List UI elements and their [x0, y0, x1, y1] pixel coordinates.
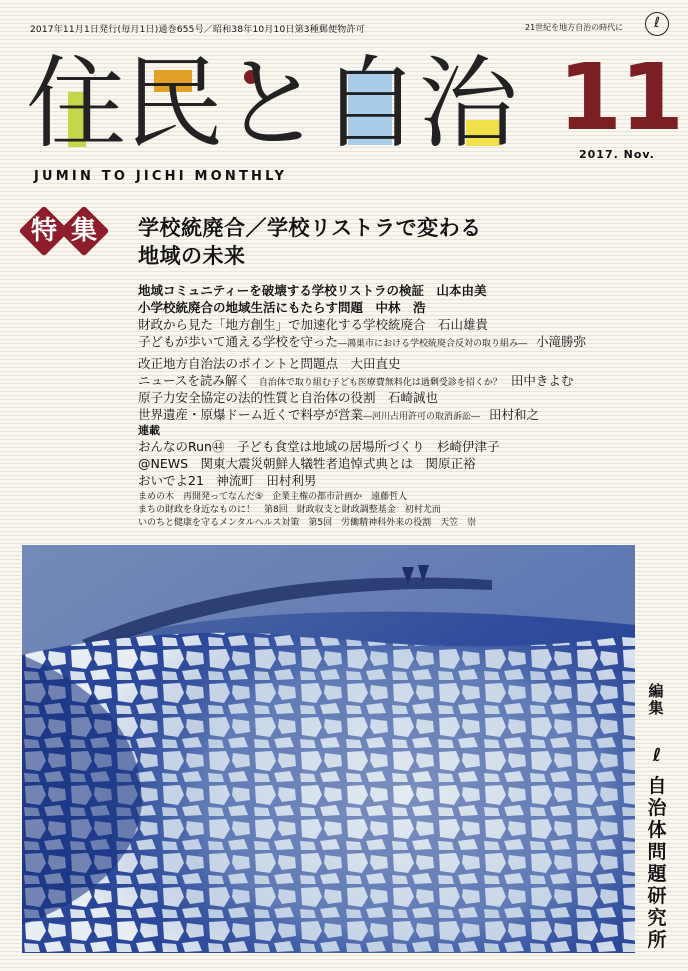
masthead-char-3: と — [222, 45, 322, 162]
masthead-roman: JUMIN TO JICHI MONTHLY — [34, 169, 288, 184]
feature-item: 子どもが歩いて通える学校を守った―鴻巣市における学校統廃合反対の取り組み― 小滝勝弥 — [138, 334, 587, 349]
masthead-char-1: 住 — [26, 45, 126, 162]
issue-date: 2017. Nov. — [579, 148, 655, 161]
serial-heading: 連載 — [138, 424, 160, 437]
publisher-mark: ℓ — [652, 745, 662, 766]
editor-label: 編集 — [648, 682, 664, 717]
feature-badge-char: 特 — [19, 206, 70, 257]
article-item: 原子力安全協定の法的性質と自治体の役割 石崎誠也 — [138, 390, 439, 405]
serial-item: いのちと健康を守るメンタルヘルス対策 第5回 労働精神科外来の役割 天笠 崇 — [138, 518, 477, 528]
serial-item: @NEWS 関東大震災朝鮮人犠牲者追悼式典とは 関原正裕 — [138, 456, 476, 471]
serial-item: おんなのRun㊹ 子ども食堂は地域の居場所づくり 杉崎伊津子 — [138, 439, 500, 454]
serial-item: まちの財政を身近なものに！ 第8回 財政収支と財政調整基金 初村尤而 — [138, 505, 441, 515]
publication-info: 2017年11月1日発行(毎月1日)通巻655号／昭和38年10月10日第3種郵便物許可 — [30, 25, 365, 35]
cover-photo — [22, 545, 635, 953]
issue-number: 11 — [558, 44, 683, 151]
masthead-char-2: 民 — [124, 45, 224, 162]
feature-item: 財政から見た「地方創生」で加速化する学校統廃合 石山雄貴 — [138, 317, 489, 332]
feature-item: 小学校統廃合の地域生活にもたらす問題 中林 浩 — [138, 300, 426, 315]
serial-item: まめの木 再開発ってなんだ⑤ 企業主権の都市計画か 遠藤哲人 — [138, 492, 408, 502]
publisher-institute — [646, 745, 668, 951]
article-item: ニュースを読み解く 自治体で取り組む子ども医療費無料化は過剰受診を招くか？ 田中きよむ — [138, 373, 574, 388]
feature-title-line: 地域の未来 — [138, 244, 246, 268]
feature-item: 地域コミュニティーを破壊する学校リストラの検証 山本由美 — [138, 283, 487, 298]
feature-badge — [26, 213, 102, 249]
feature-title-line: 学校統廃合／学校リストラで変わる — [138, 216, 482, 240]
masthead-char-5: 治 — [418, 45, 518, 162]
publisher-name: 自治体問題研究所 — [647, 775, 667, 951]
serial-item: おいでよ21 神流町 田村利男 — [138, 473, 317, 488]
article-item: 改正地方自治法のポイントと問題点 大田直史 — [138, 356, 401, 371]
feature-badge-char: 集 — [59, 206, 110, 257]
cover-photo-illustration — [22, 545, 635, 953]
feature-title — [138, 214, 482, 270]
tagline: 21世紀を地方自治の時代に — [525, 23, 624, 32]
masthead-char-4: 自 — [320, 45, 420, 162]
article-item: 世界遺産・原爆ドーム近くで料亭が営業―河川占用許可の取消訴訟― 田村和之 — [138, 407, 540, 422]
masthead-title — [26, 40, 516, 168]
publisher-logo: ℓ — [645, 12, 669, 36]
